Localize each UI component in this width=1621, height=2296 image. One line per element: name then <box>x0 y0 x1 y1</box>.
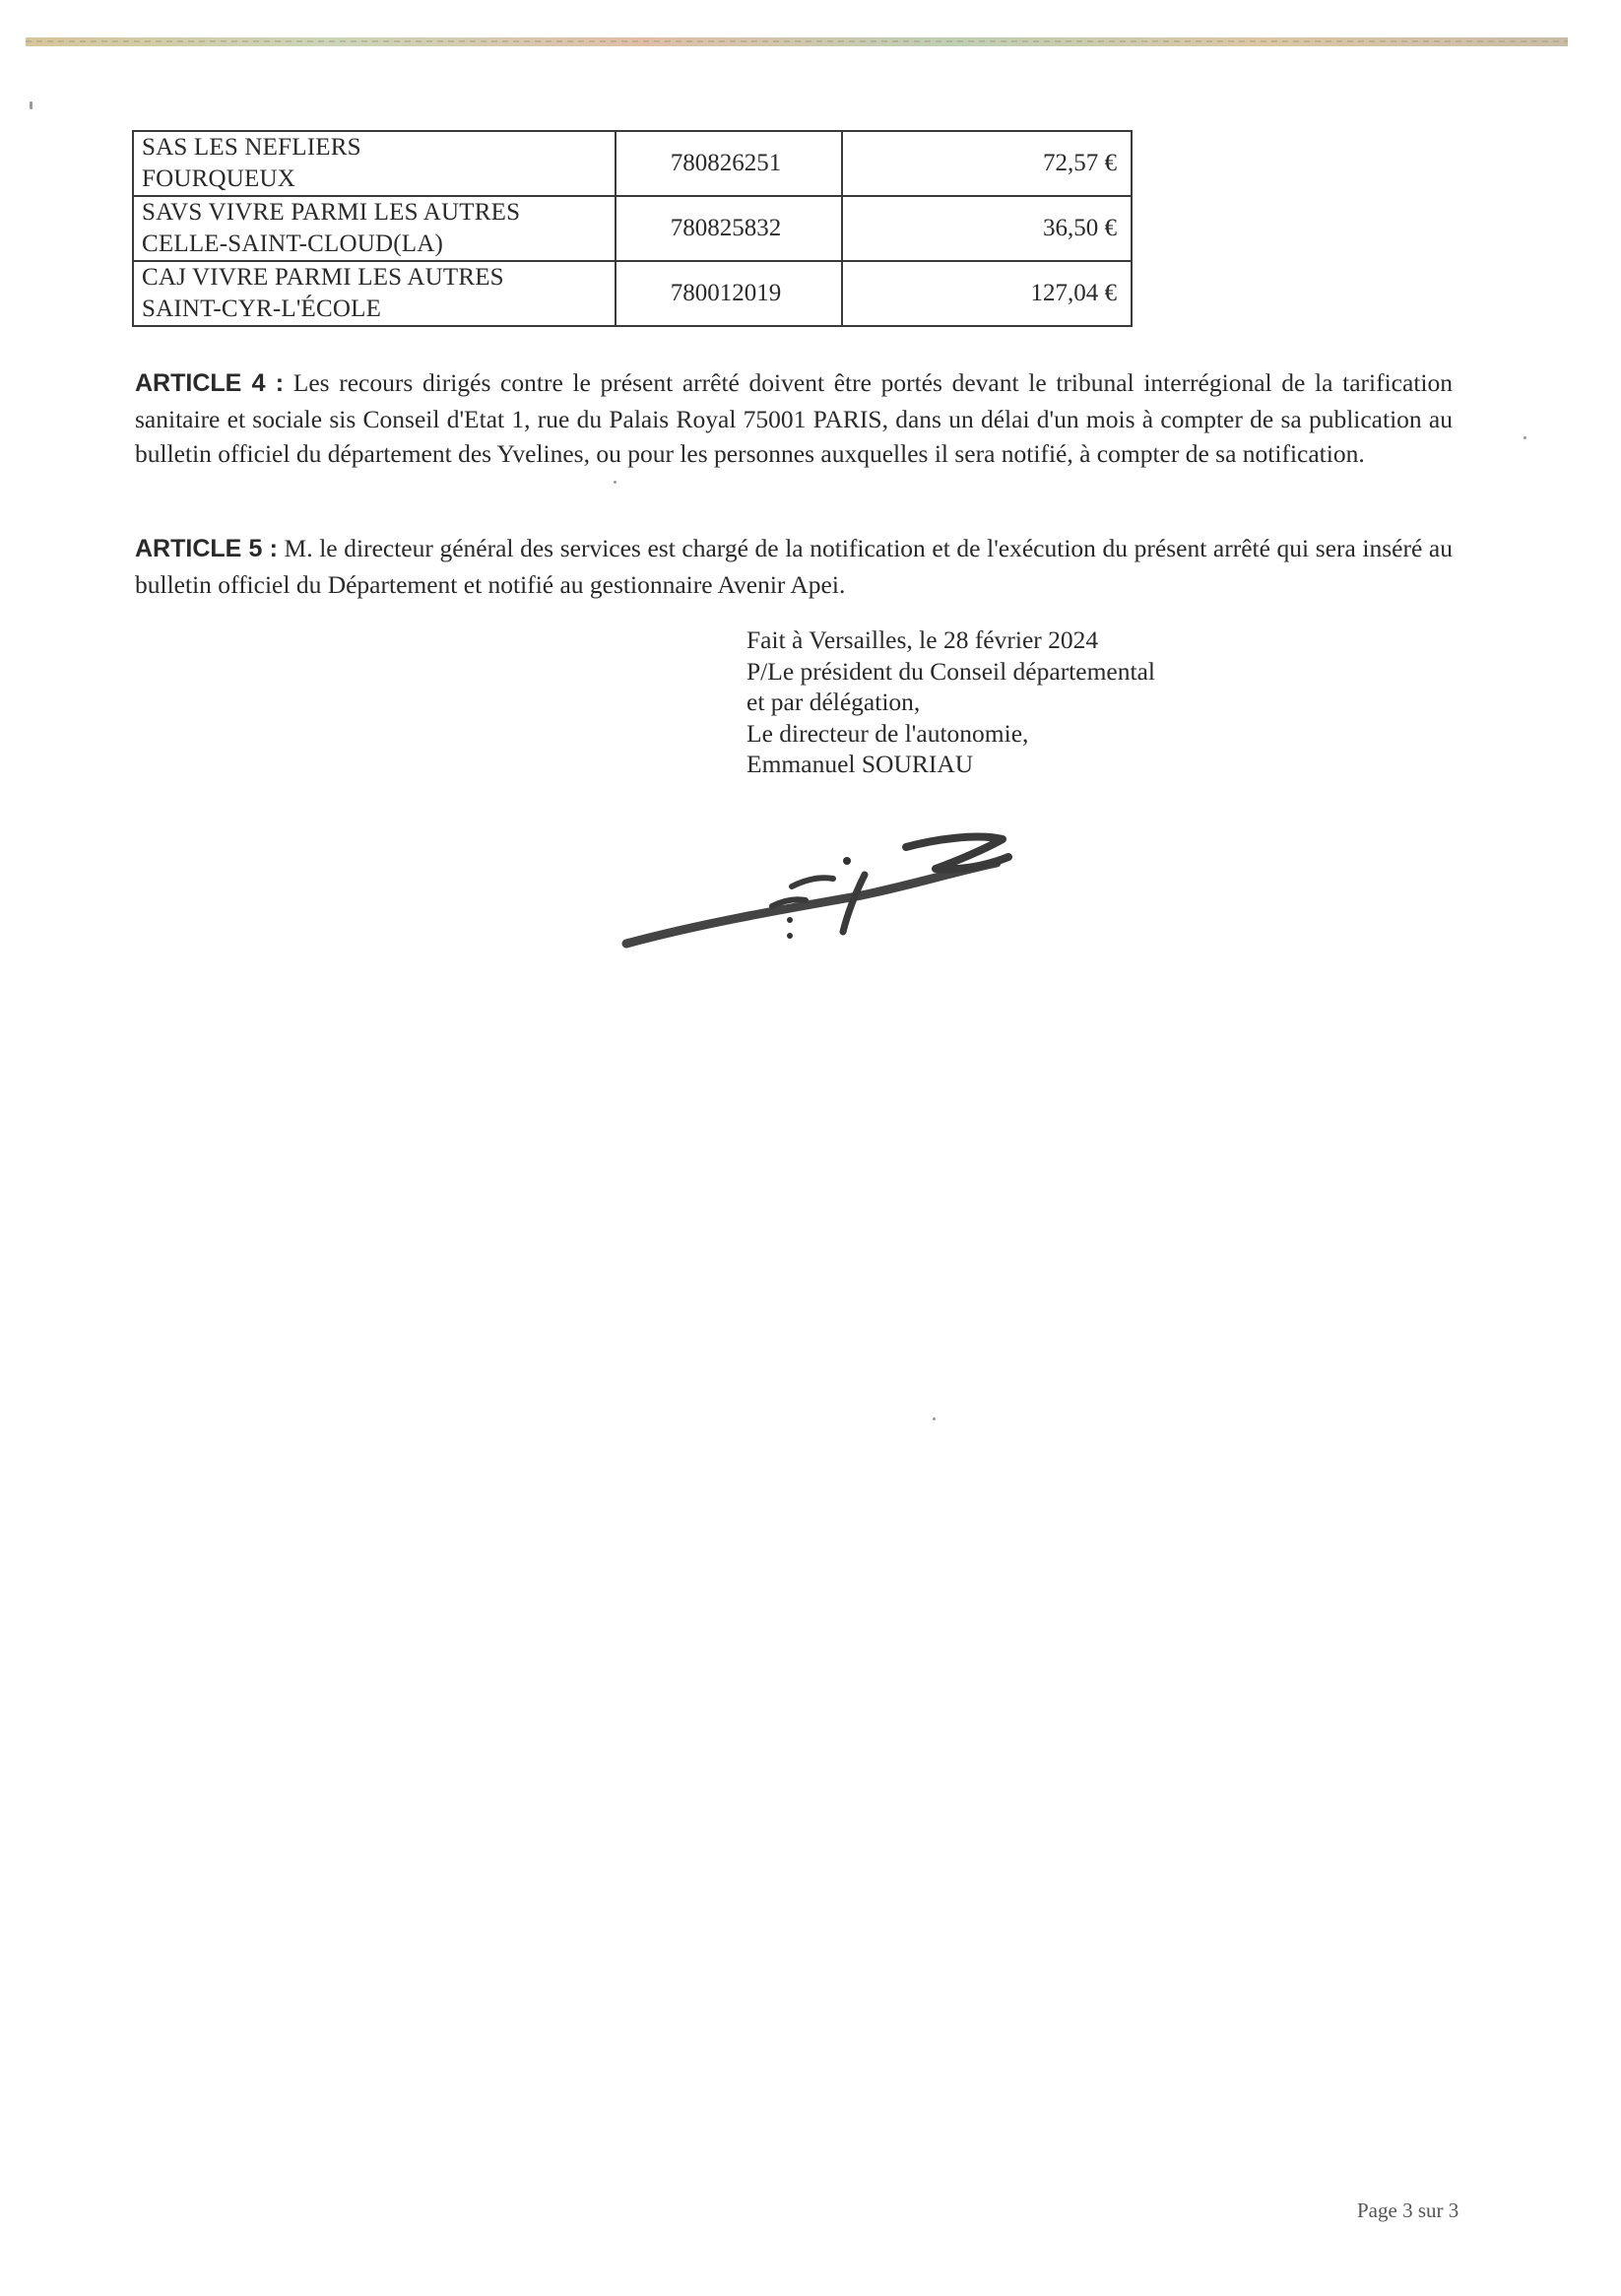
name-line: SAVS VIVRE PARMI LES AUTRES <box>142 199 521 226</box>
tarifs-table <box>132 130 1133 327</box>
establishment-name <box>133 261 616 326</box>
article-4-text: Les recours dirigés contre le présent arrêté doivent être portés devant le tribunal interrégional de la tarification sanitaire et sociale sis Conseil d'Etat 1, rue du Palais Royal 75001 PARIS, dans un délai d'un mois à compter de sa publication au bulletin officiel du département des Yvelines, ou pour les personnes auxquelles il sera notifié, à compter de sa notification. <box>135 368 1453 468</box>
scan-speck <box>1524 436 1526 439</box>
article-5-label: ARTICLE 5 : <box>135 535 278 562</box>
finess-code: 780826251 <box>616 131 842 196</box>
finess-code: 780825832 <box>616 196 842 261</box>
amount: 72,57 € <box>842 131 1132 196</box>
scan-speck <box>614 481 616 484</box>
table-row <box>133 131 1132 196</box>
name-line: SAS LES NEFLIERS <box>142 134 361 161</box>
place-date: Fait à Versailles, le 28 février 2024 <box>746 625 1099 654</box>
handwritten-signature <box>611 825 1024 963</box>
article-5 <box>135 531 1453 602</box>
name-line: FOURQUEUX <box>142 165 295 192</box>
amount: 36,50 € <box>842 196 1132 261</box>
establishment-name <box>133 131 616 196</box>
page-number: Page 3 sur 3 <box>1357 2198 1459 2222</box>
signatory-name: Emmanuel SOURIAU <box>746 750 974 778</box>
article-5-text: M. le directeur général des services est chargé de la notification et de l'exécution du présent arrêté qui sera inséré au bulletin officiel du Département et notifié au gestionnaire Avenir Apei. <box>135 534 1453 599</box>
signatory-title: Le directeur de l'autonomie, <box>746 718 1029 748</box>
table-row <box>133 196 1132 261</box>
scan-speck <box>30 101 32 109</box>
signatory-role: P/Le président du Conseil départemental <box>746 656 1155 686</box>
establishment-name <box>133 196 616 261</box>
article-4-label: ARTICLE 4 : <box>135 369 285 397</box>
name-line: CAJ VIVRE PARMI LES AUTRES <box>142 264 504 291</box>
scan-speck <box>933 1417 936 1420</box>
signature-block <box>746 624 1155 780</box>
amount: 127,04 € <box>842 261 1132 326</box>
delegation: et par délégation, <box>746 688 921 716</box>
name-line: SAINT-CYR-L'ÉCOLE <box>142 295 382 322</box>
finess-code: 780012019 <box>616 261 842 326</box>
name-line: CELLE-SAINT-CLOUD(LA) <box>142 230 444 257</box>
scan-edge-strip <box>26 37 1568 46</box>
table-row <box>133 261 1132 326</box>
article-4 <box>135 365 1453 472</box>
